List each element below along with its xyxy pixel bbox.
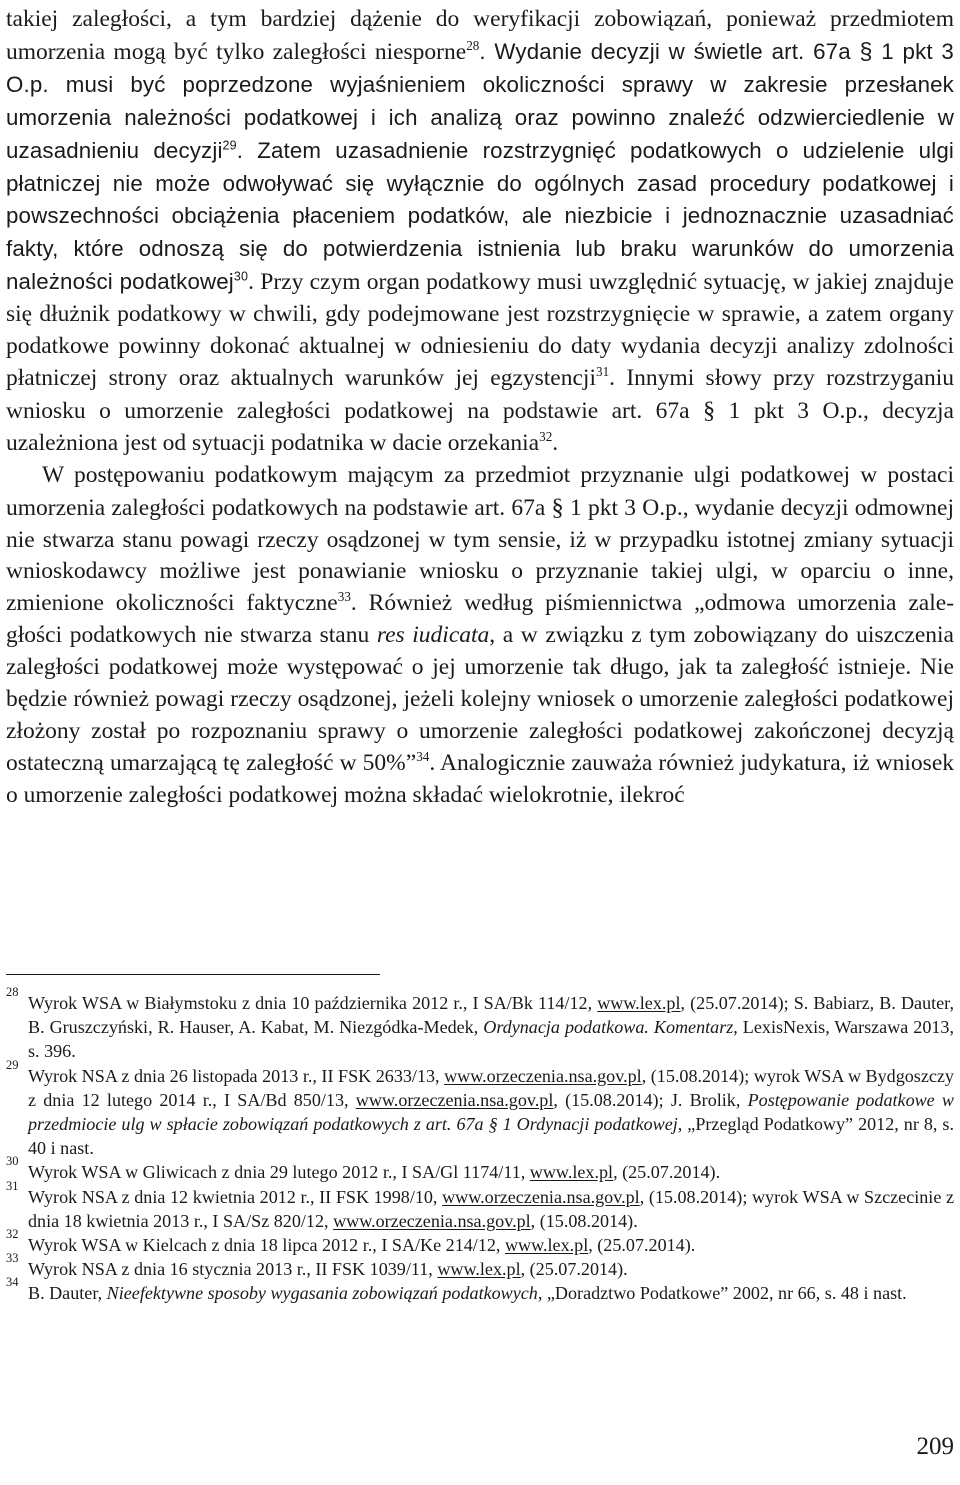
footnote-number: 29 (6, 1057, 19, 1072)
footnote-text: B. Dauter, (28, 1283, 107, 1304)
text-segment: , a w związku z tym zobowiązany do uiszczenia zaległości podatkowej może występować o jej umorzenie tak długo, jak ta zaległość istnieje. Nie będzie również powagi rzeczy osądzonej, jeżeli kolejny wniosek o umorzenie zaległości podatkowej złożony został po rozpoznaniu sprawy o umorzenie zaległości podatkowej zakończonej decyzją ostateczną umarzającą tę zaległość w 50%” (6, 622, 954, 776)
footnote-separator (6, 974, 380, 975)
footnote-link[interactable]: www.orzeczenia.nsa.gov.pl (442, 1186, 640, 1207)
footnote-text: Wyrok NSA z dnia 16 stycznia 2013 r., II FSK 1039/11, (28, 1259, 438, 1280)
main-text (6, 4, 954, 812)
footnote-32 (6, 1227, 954, 1257)
footnote-number: 30 (6, 1154, 19, 1169)
text-segment: . Zatem uzasadnienie rozstrzygnięć podatkowych o udzielenie ulgi płatniczej nie może odwoływać się wyłącznie do ogólnych zasad procedury podatkowej i powszechności obciążenia płaceniem podatków, ale niezbicie i jednoznacznie uzasadniać fakty, które odnoszą się do potwierdzenia istnienia lub braku warunków do umorzenia należności podatkowej (6, 137, 954, 295)
footnote-text: , (15.08.2014). (530, 1210, 638, 1231)
footnote-ref-34[interactable]: 34 (416, 748, 430, 764)
footnote-text: , „Przegląd Podatkowy” 2012, nr 8, s. 40 i nast. (28, 1114, 954, 1159)
footnote-text: , (25.07.2014). (588, 1235, 696, 1256)
footnote-33 (6, 1251, 954, 1281)
footnote-text: Wyrok WSA w Białymstoku z dnia 10 października 2012 r., I SA/Bk 114/12, (28, 993, 598, 1013)
text-segment: . Analogicznie zauważa również judykatura, iż wniosek o umorzenie zaległości podatkowej można składać wielokrotnie, ilekroć (6, 749, 955, 808)
footnote-link[interactable]: www.orzeczenia.nsa.gov.pl (355, 1089, 554, 1110)
footnote-30 (6, 1154, 954, 1184)
footnote-title: Nieefektywne sposoby wygasania zobowiązań podatkowych (106, 1283, 538, 1304)
paragraph-2 (6, 460, 954, 812)
section-sign: § (551, 493, 564, 521)
footnote-text: , (15.08.2014); wyrok WSA w Bydgoszczy z dnia 12 lutego 2014 r., I SA/Bd 850/13, (28, 1065, 954, 1110)
footnote-text: Wyrok NSA z dnia 26 listopada 2013 r., II FSK 2633/13, (28, 1065, 445, 1086)
footnote-title: Ordynacja podatkowa. Komentarz (483, 1017, 734, 1038)
text-segment: . Innymi słowy przy rozstrzyganiu wniosku o umorzenie zaległości podatkowej na podstawie art. 67a (6, 364, 955, 424)
footnote-number: 33 (6, 1251, 19, 1266)
footnote-ref-30[interactable]: 30 (233, 269, 249, 284)
footnote-link[interactable]: www.orzeczenia.nsa.gov.pl (333, 1210, 531, 1231)
footnote-link[interactable]: www.lex.pl (597, 993, 681, 1013)
footnote-number: 31 (6, 1178, 19, 1193)
footnote-ref-29[interactable]: 29 (222, 137, 237, 152)
page-number: 209 (916, 1433, 954, 1460)
footnote-ref-28[interactable]: 28 (466, 37, 480, 53)
footnote-ref-32[interactable]: 32 (539, 428, 553, 444)
footnote-ref-33[interactable]: 33 (337, 589, 351, 605)
footnote-text: , (15.08.2014); wyrok WSA w Szczecinie z dnia 18 kwietnia 2013 r., I SA/Sz 820/12, (28, 1186, 955, 1231)
footnote-text: Wyrok WSA w Kielcach z dnia 18 lipca 2012 r., I SA/Ke 214/12, (28, 1235, 505, 1256)
footnote-link[interactable]: www.lex.pl (529, 1162, 614, 1183)
text-segment: . Przy czym organ podatkowy musi uwzględnić sytuację, w jakiej znajduje się dłużnik podatkowy w chwili, gdy podejmowane jest rozstrzygnięcie w sprawie, a zatem organy podatkowe powinny dokonać aktualnej w odniesieniu do daty wydania decyzji analizy zdolności płatniczej strony oraz aktualnych warunków jej egzystencji (6, 269, 954, 391)
paragraph-1 (6, 4, 954, 460)
footnote-link[interactable]: www.lex.pl (504, 1235, 589, 1256)
text-segment: W postępowaniu podatkowym mającym za przedmiot przyznanie ulgi podatkowej w postaci umorzenia zaległości podatkowych na podstawie art. 67a (6, 461, 954, 521)
footnote-text: , (25.07.2014). (613, 1162, 721, 1183)
footnote-text: , (25.07.2014); S. Babiarz, B. Dauter, B. Gruszczyński, R. Hauser, A. Kabat, M. Niezgódka-Medek, (28, 993, 954, 1038)
footnote-number: 28 (6, 985, 19, 999)
footnote-29 (6, 1057, 954, 1161)
footnote-text: , (25.07.2014). (520, 1259, 628, 1280)
footnote-ref-31[interactable]: 31 (595, 363, 610, 379)
footnote-link[interactable]: www.lex.pl (437, 1259, 521, 1280)
footnote-text: , „Doradztwo Podatkowe” 2002, nr 66, s. 48 i nast. (537, 1283, 907, 1304)
text-segment: takiej zaległości, a tym bardziej dążenie do weryfikacji zobowiązań, ponieważ przedmiotem umorzenia mogą być tylko zaległości niesporne (6, 6, 954, 65)
text-segment: 1 pkt 3 O.p., wydanie decyzji odmownej nie stwarza stanu powagi rzeczy osądzonej w tym sensie, iż w przypadku istotnej zmiany sytuacji wnioskodawcy możliwe jest ponawianie wniosku o przyznanie takiej ulgi, w oparciu o inne, zmienione okoliczności faktyczne (6, 494, 954, 617)
footnotes (6, 985, 955, 1306)
footnote-number: 32 (6, 1227, 19, 1242)
text-segment: 1 pkt 3 O.p. musi być poprzedzone wyjaśnieniem okoliczności sprawy w zakresie przesłanek umorzenia należności podatkowej i ich analizą oraz powinno znaleźć odzwierciedlenie w uzasadnieniu decyzji (6, 38, 954, 163)
text-segment: . (552, 429, 559, 456)
latin-term: res iudicata (376, 622, 490, 649)
footnote-number: 34 (6, 1275, 19, 1290)
footnote-28 (6, 985, 954, 1064)
footnote-link[interactable]: www.orzeczenia.nsa.gov.pl (444, 1065, 642, 1086)
footnote-title: Postępowanie podatkowe w przedmiocie ulg w spłacie zobowiązań podatkowych z art. 67a § 1 Ordynacji podatkowej (28, 1089, 954, 1135)
text-segment: . Wydanie decyzji w świetle art. 67a (479, 38, 860, 64)
footnote-text: , LexisNexis, Warszawa 2013, s. 396. (28, 1017, 954, 1062)
footnote-text: Wyrok WSA w Gliwicach z dnia 29 lutego 2012 r., I SA/Gl 1174/11, (28, 1162, 530, 1183)
footnote-31 (6, 1178, 955, 1233)
footnote-text: , (15.08.2014); J. Brolik, (553, 1089, 748, 1110)
text-segment: 1 pkt 3 O.p., decyzja uzależniona jest od sytuacji podatnika w dacie orzekania (6, 397, 954, 456)
footnote-text: Wyrok NSA z dnia 12 kwietnia 2012 r., II FSK 1998/10, (28, 1186, 443, 1207)
section-sign: § (703, 396, 716, 424)
footnote-34 (6, 1275, 954, 1305)
section-sign: § (859, 37, 873, 64)
text-segment (6, 39, 954, 294)
text-segment: . Również według piśmiennictwa „odmowa umorzenia zaległości podatkowych nie stwarza stanu (6, 590, 955, 649)
